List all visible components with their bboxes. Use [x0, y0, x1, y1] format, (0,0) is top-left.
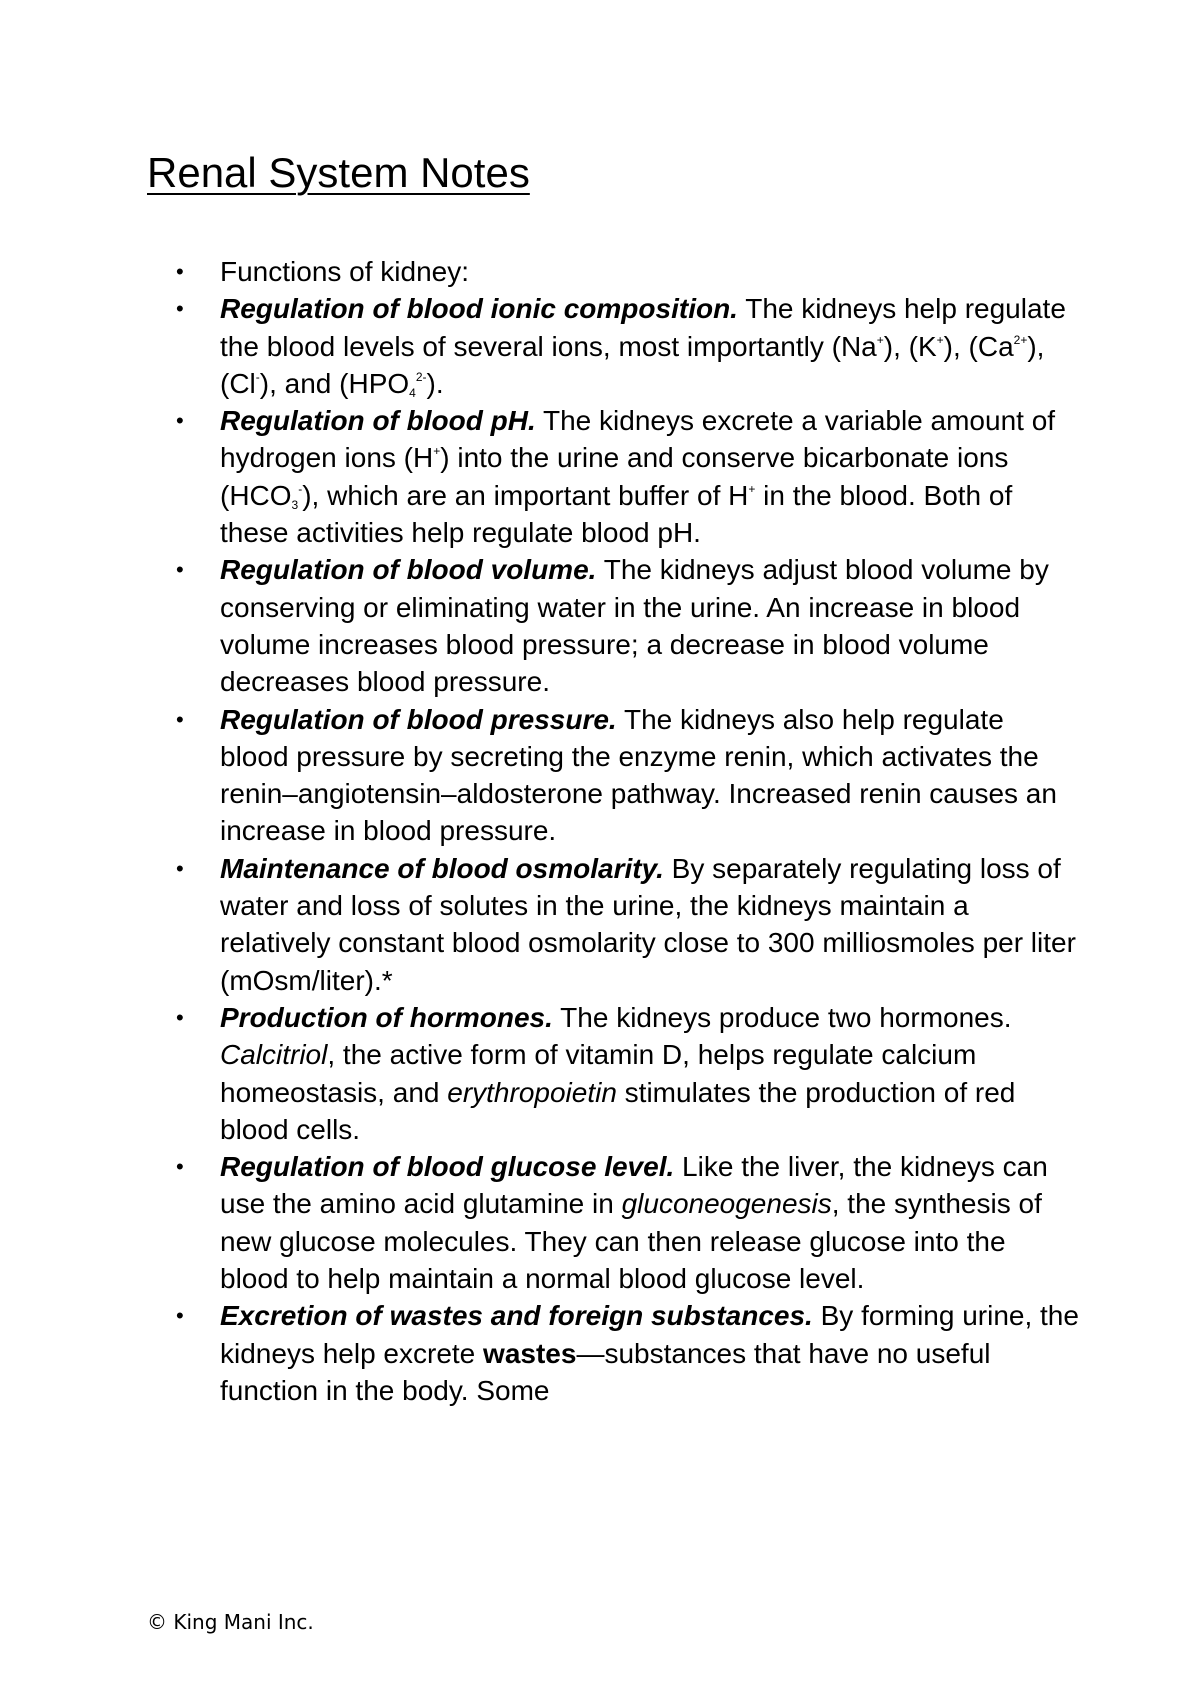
- bullet-icon: •: [176, 1004, 184, 1030]
- calcitriol-term: Calcitriol: [220, 1039, 328, 1071]
- ionic-text: ), (K: [883, 330, 937, 362]
- excretion-text: By forming urine, the kidneys help excrete: [220, 1300, 1079, 1369]
- osmolarity-lead: Maintenance of blood osmolarity.: [220, 852, 664, 884]
- bullet-icon: •: [176, 1154, 184, 1180]
- chloride-charge: -: [255, 369, 260, 384]
- glucose-lead: Regulation of blood glucose level.: [220, 1151, 675, 1183]
- sodium-charge: +: [876, 332, 884, 347]
- bullet-icon: •: [176, 296, 184, 322]
- hormones-text: The kidneys produce two hormones.: [552, 1001, 1012, 1033]
- volume-lead: Regulation of blood volume.: [220, 554, 597, 586]
- hydrogen-charge: +: [433, 444, 441, 459]
- ionic-text: ), (Ca: [943, 330, 1014, 362]
- glucose-text: , the synthesis of new glucose molecules. They can then release glucose into the blood to help maintain a normal blood glucose level.: [220, 1188, 1042, 1295]
- hydrogen-charge: +: [748, 481, 756, 496]
- bullet-icon: •: [176, 557, 184, 583]
- bullet-icon: •: [176, 706, 184, 732]
- calcium-charge: 2+: [1013, 332, 1028, 347]
- excretion-text: —substances that have no useful function in the body. Some: [220, 1337, 991, 1406]
- erythropoietin-term: erythropoietin: [447, 1076, 617, 1108]
- page-title: Renal System Notes: [147, 149, 530, 196]
- list-item-blood-ph: [176, 402, 1080, 551]
- ph-lead: Regulation of blood pH.: [220, 405, 536, 437]
- ionic-lead: Regulation of blood ionic composition.: [220, 293, 738, 325]
- ph-text: ) into the urine and conserve bicarbonate ions (HCO: [220, 442, 1009, 511]
- bicarbonate-subscript: 3: [291, 497, 299, 512]
- potassium-charge: +: [936, 332, 944, 347]
- list-item-blood-pressure: [176, 701, 1080, 850]
- bullet-icon: •: [176, 855, 184, 881]
- phosphate-subscript: 4: [409, 385, 416, 400]
- hormones-text: , the active form of vitamin D, helps regulate calcium homeostasis, and: [220, 1039, 977, 1108]
- ph-text: ), which are an important buffer of H: [302, 479, 749, 511]
- list-item-hormones: [176, 999, 1080, 1148]
- list-item-blood-osmolarity: [176, 850, 1080, 999]
- list-item-blood-glucose: [176, 1148, 1080, 1297]
- glucose-text: Like the liver, the kidneys can use the amino acid glutamine in: [220, 1151, 1048, 1220]
- bullet-icon: •: [176, 259, 184, 284]
- bicarbonate-charge: -: [298, 481, 303, 496]
- pressure-text: The kidneys also help regulate blood pressure by secreting the enzyme renin, which activates the renin–angiotensin–aldosterone pathway. Increased renin causes an increase in blood pressure.: [220, 703, 1057, 847]
- pressure-lead: Regulation of blood pressure.: [220, 703, 617, 735]
- volume-text: The kidneys adjust blood volume by conserving or eliminating water in the urine. An increase in blood volume increases blood pressure; a decrease in blood volume decreases blood pressure.: [220, 554, 1049, 698]
- phosphate-charge: 2-: [415, 369, 427, 384]
- gluconeogenesis-term: gluconeogenesis: [621, 1188, 832, 1220]
- ph-text: in the blood. Both of these activities help regulate blood pH.: [220, 479, 1013, 549]
- bullet-icon: •: [176, 408, 184, 434]
- list-item-blood-volume: [176, 551, 1080, 700]
- osmolarity-text: By separately regulating loss of water and loss of solutes in the urine, the kidneys maintain a relatively constant blood osmolarity close to 300 milliosmoles per liter (mOsm/liter).*: [220, 852, 1076, 996]
- hormones-lead: Production of hormones.: [220, 1001, 553, 1033]
- bullet-icon: •: [176, 1303, 184, 1329]
- list-item-excretion: [176, 1297, 1080, 1409]
- ionic-text: ).: [426, 367, 444, 399]
- ionic-text: ), and (HPO: [259, 367, 410, 399]
- wastes-term: wastes: [483, 1337, 577, 1369]
- kidney-functions-list: [176, 253, 1080, 1409]
- ionic-text: The kidneys help regulate the blood levels of several ions, most importantly (Na: [220, 293, 1066, 362]
- list-item-ionic-composition: [176, 290, 1080, 402]
- hormones-text: stimulates the production of red blood cells.: [220, 1076, 1016, 1145]
- intro-text: Functions of kidney:: [220, 256, 470, 287]
- ph-text: The kidneys excrete a variable amount of hydrogen ions (H: [220, 405, 1056, 474]
- copyright-footer: © King Mani Inc.: [147, 1610, 314, 1634]
- excretion-lead: Excretion of wastes and foreign substances.: [220, 1300, 813, 1332]
- list-item-intro: [176, 253, 1080, 290]
- ionic-text: ), (Cl: [220, 330, 1045, 399]
